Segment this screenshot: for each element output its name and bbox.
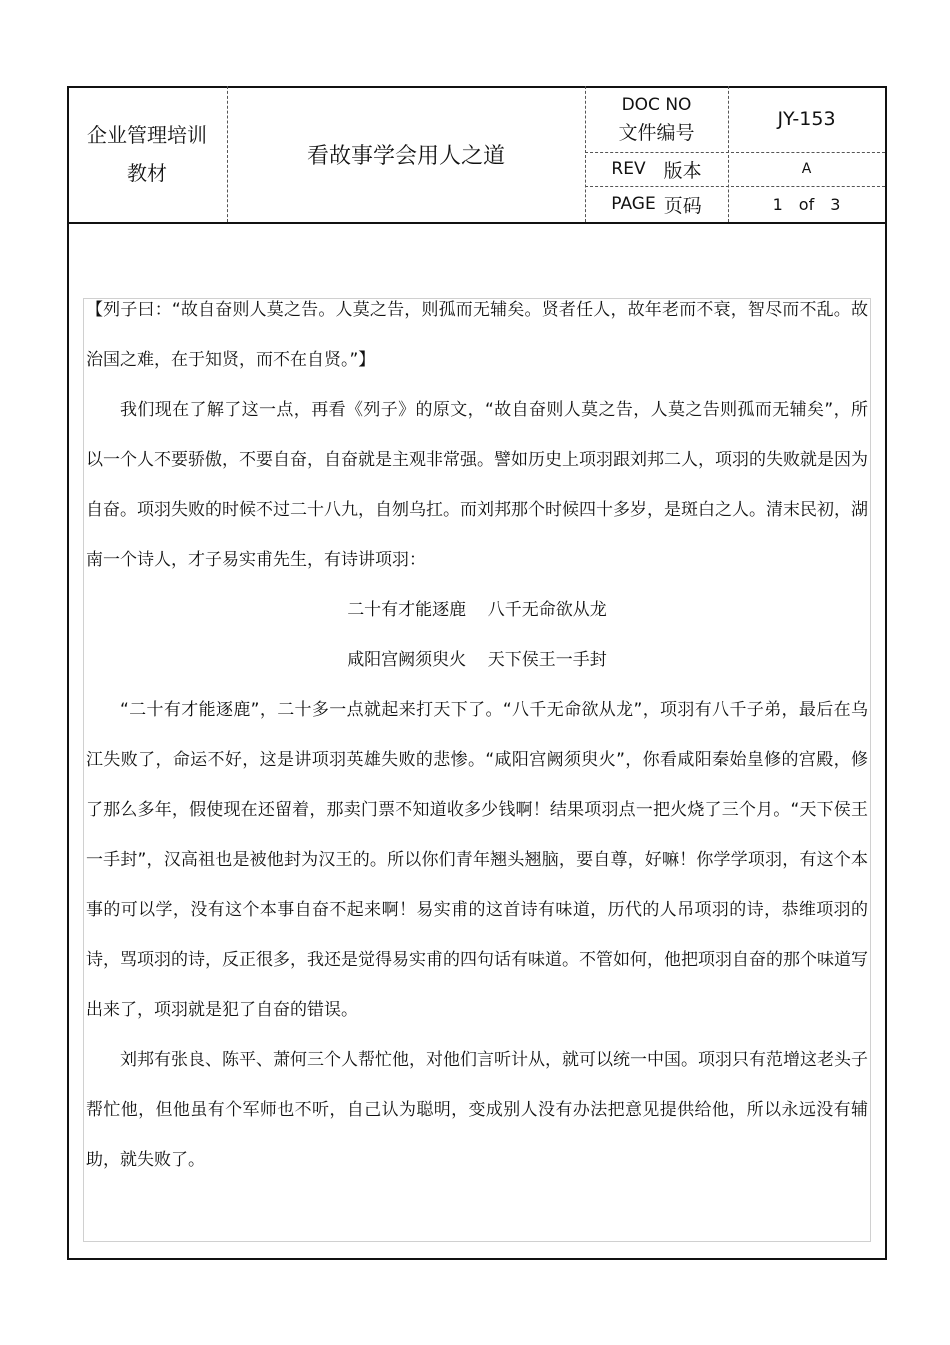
page-of: of [798,194,815,214]
doc-no-cn: 文件编号 [618,122,695,144]
document-body [83,298,871,1242]
rev-label [585,152,728,186]
rev-value: A [801,161,812,177]
company-line-2: 教材 [127,161,167,185]
page-total: 3 [830,194,841,214]
page-current: 1 [772,194,783,214]
company-cell [67,86,227,222]
page-cn: 页码 [663,194,702,217]
paragraph: “二十有才能逐鹿”，二十多一点就起来打天下了。“八千无命欲从龙”，项羽有八千子弟，最后在乌江失败了，命运不好，这是讲项羽英雄失败的悲惨。“咸阳宫阙须臾火”，你看咸阳秦始皇修的宫殿，修了那么多年，假使现在还留着，那卖门票不知道收多少钱啊！结果项羽点一把火烧了三个月。“天下侯王一手封”，汉高祖也是被他封为汉王的。所以你们青年翘头翘脑，要自尊，好嘛！你学学项羽，有这个本事的可以学，没有这个本事自奋不起来啊！易实甫的这首诗有味道，历代的人吊项羽的诗，恭维项羽的诗，骂项羽的诗，反正很多，我还是觉得易实甫的四句话有味道。不管如何，他把项羽自奋的那个味道写出来了，项羽就是犯了自奋的错误。 [86,700,868,1020]
rev-cn: 版本 [663,159,702,182]
company-line-1: 企业管理培训 [87,123,207,147]
doc-no-label [585,86,728,152]
document-header [67,86,887,224]
poem-line: 二十有才能逐鹿 八千无命欲从龙 [347,600,607,620]
paragraph-quote: 【列子曰：“故自奋则人莫之告。人莫之告，则孤而无辅矣。贤者任人，故年老而不衰，智尽而不乱。故治国之难，在于知贤，而不在自贤。”】 [86,300,868,370]
page-label [585,186,728,222]
page-number [728,186,885,222]
header-rule [67,222,887,224]
paragraph: 刘邦有张良、陈平、萧何三个人帮忙他，对他们言听计从，就可以统一中国。项羽只有范增这老头子帮忙他，但他虽有个军师也不听，自己认为聪明，变成别人没有办法把意见提供给他，所以永远没有辅助，就失败了。 [86,1050,868,1170]
document-title: 看故事学会用人之道 [306,143,505,169]
doc-no-value: JY-153 [777,108,836,130]
paragraph: 我们现在了解了这一点，再看《列子》的原文，“故自奋则人莫之告，人莫之告则孤而无辅矣”，所以一个人不要骄傲，不要自奋，自奋就是主观非常强。譬如历史上项羽跟刘邦二人，项羽的失败就是因为自奋。项羽失败的时候不过二十八九，自刎乌扛。而刘邦那个时候四十多岁，是斑白之人。清末民初，湖南一个诗人，才子易实甫先生，有诗讲项羽： [86,400,868,570]
page-en: PAGE [611,194,656,214]
poem-line: 咸阳宫阙须臾火 天下侯王一手封 [347,650,607,670]
rev-en: REV [611,159,646,179]
doc-no-en: DOC NO [621,95,692,115]
